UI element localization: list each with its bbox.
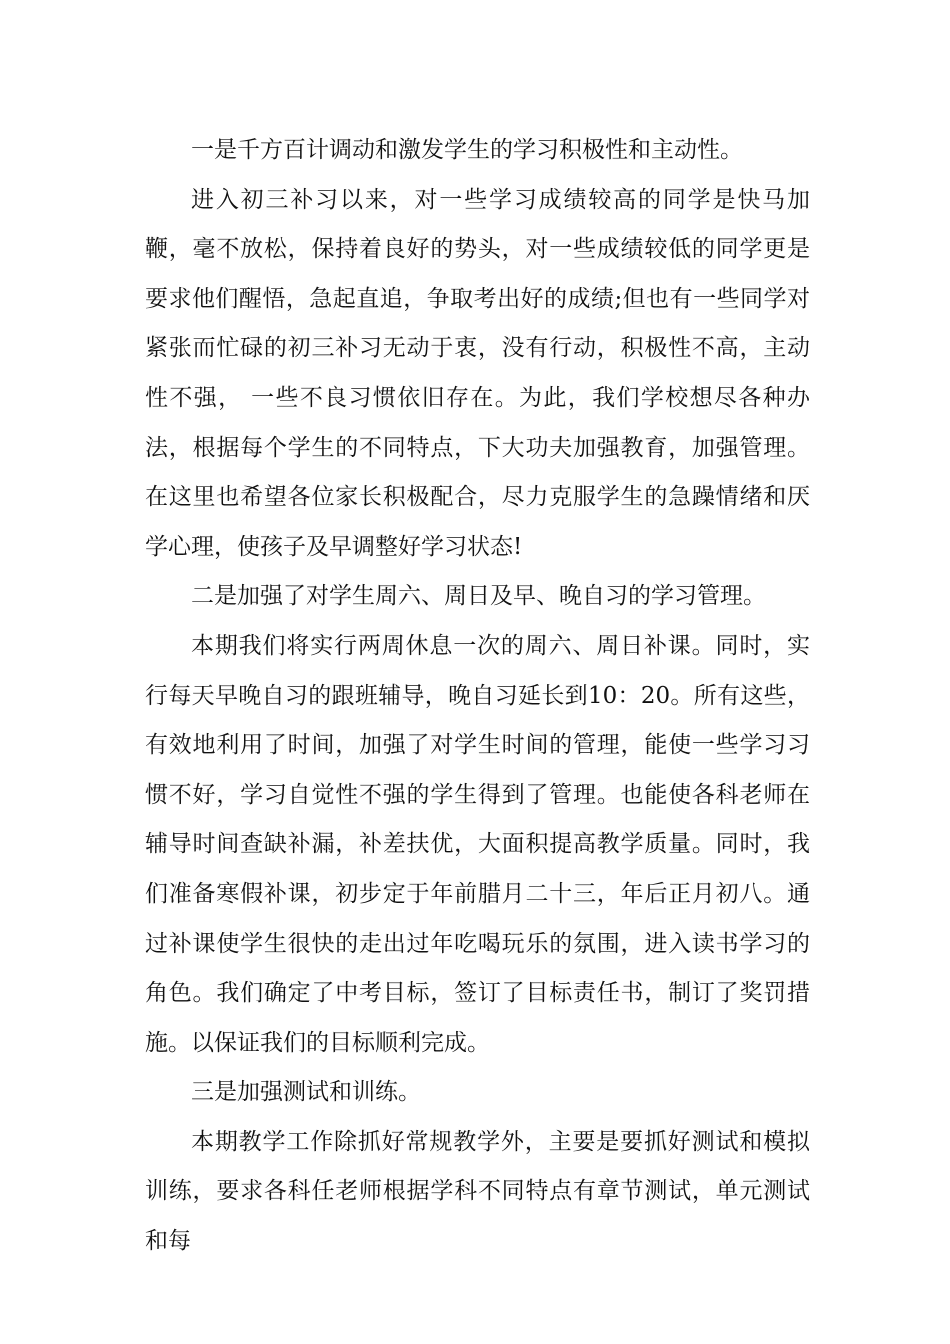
paragraph-goal-3-body: 本期教学工作除抓好常规教学外，主要是要抓好测试和模拟训练，要求各科任老师根据学科不同特点有章节测试，单元测试和每 xyxy=(145,1128,810,1255)
paragraph-goal-2-heading: 二是加强了对学生周六、周日及早、晚自习的学习管理。 xyxy=(191,583,766,610)
paragraph-goal-1-body: 进入初三补习以来，对一些学习成绩较高的同学是快马加鞭，毫不放松，保持着良好的势头，对一些成绩较低的同学更是要求他们醒悟，急起直追，争取考出好的成绩;但也有一些同学对紧张而忙碌的初三补习无动于衷，没有行动，积极性不高，主动性不强， 一些不良习惯依旧存在。为此，我们学校想尽各种办法，根据每个学生的不同特点，下大功夫加强教育，加强管理。在这里也希望各位家长积极配合，尽力克服学生的急躁情绪和厌学心理，使孩子及早调整好学习状态! xyxy=(145,186,810,560)
paragraph-goal-3-heading: 三是加强测试和训练。 xyxy=(191,1079,421,1106)
document-body xyxy=(145,126,810,1267)
paragraph-goal-2-body: 本期我们将实行两周休息一次的周六、周日补课。同时，实行每天早晚自习的跟班辅导，晚自习延长到10：20。所有这些，有效地利用了时间，加强了对学生时间的管理，能使一些学习习惯不好，学习自觉性不强的学生得到了管理。也能使各科老师在辅导时间查缺补漏，补差扶优，大面积提高教学质量。同时，我们准备寒假补课，初步定于年前腊月二十三，年后正月初八。通过补课使学生很快的走出过年吃喝玩乐的氛围，进入读书学习的角色。我们确定了中考目标，签订了目标责任书，制订了奖罚措施。以保证我们的目标顺利完成。 xyxy=(145,632,810,1056)
paragraph-goal-1-heading: 一是千方百计调动和激发学生的学习积极性和主动性。 xyxy=(191,137,743,163)
